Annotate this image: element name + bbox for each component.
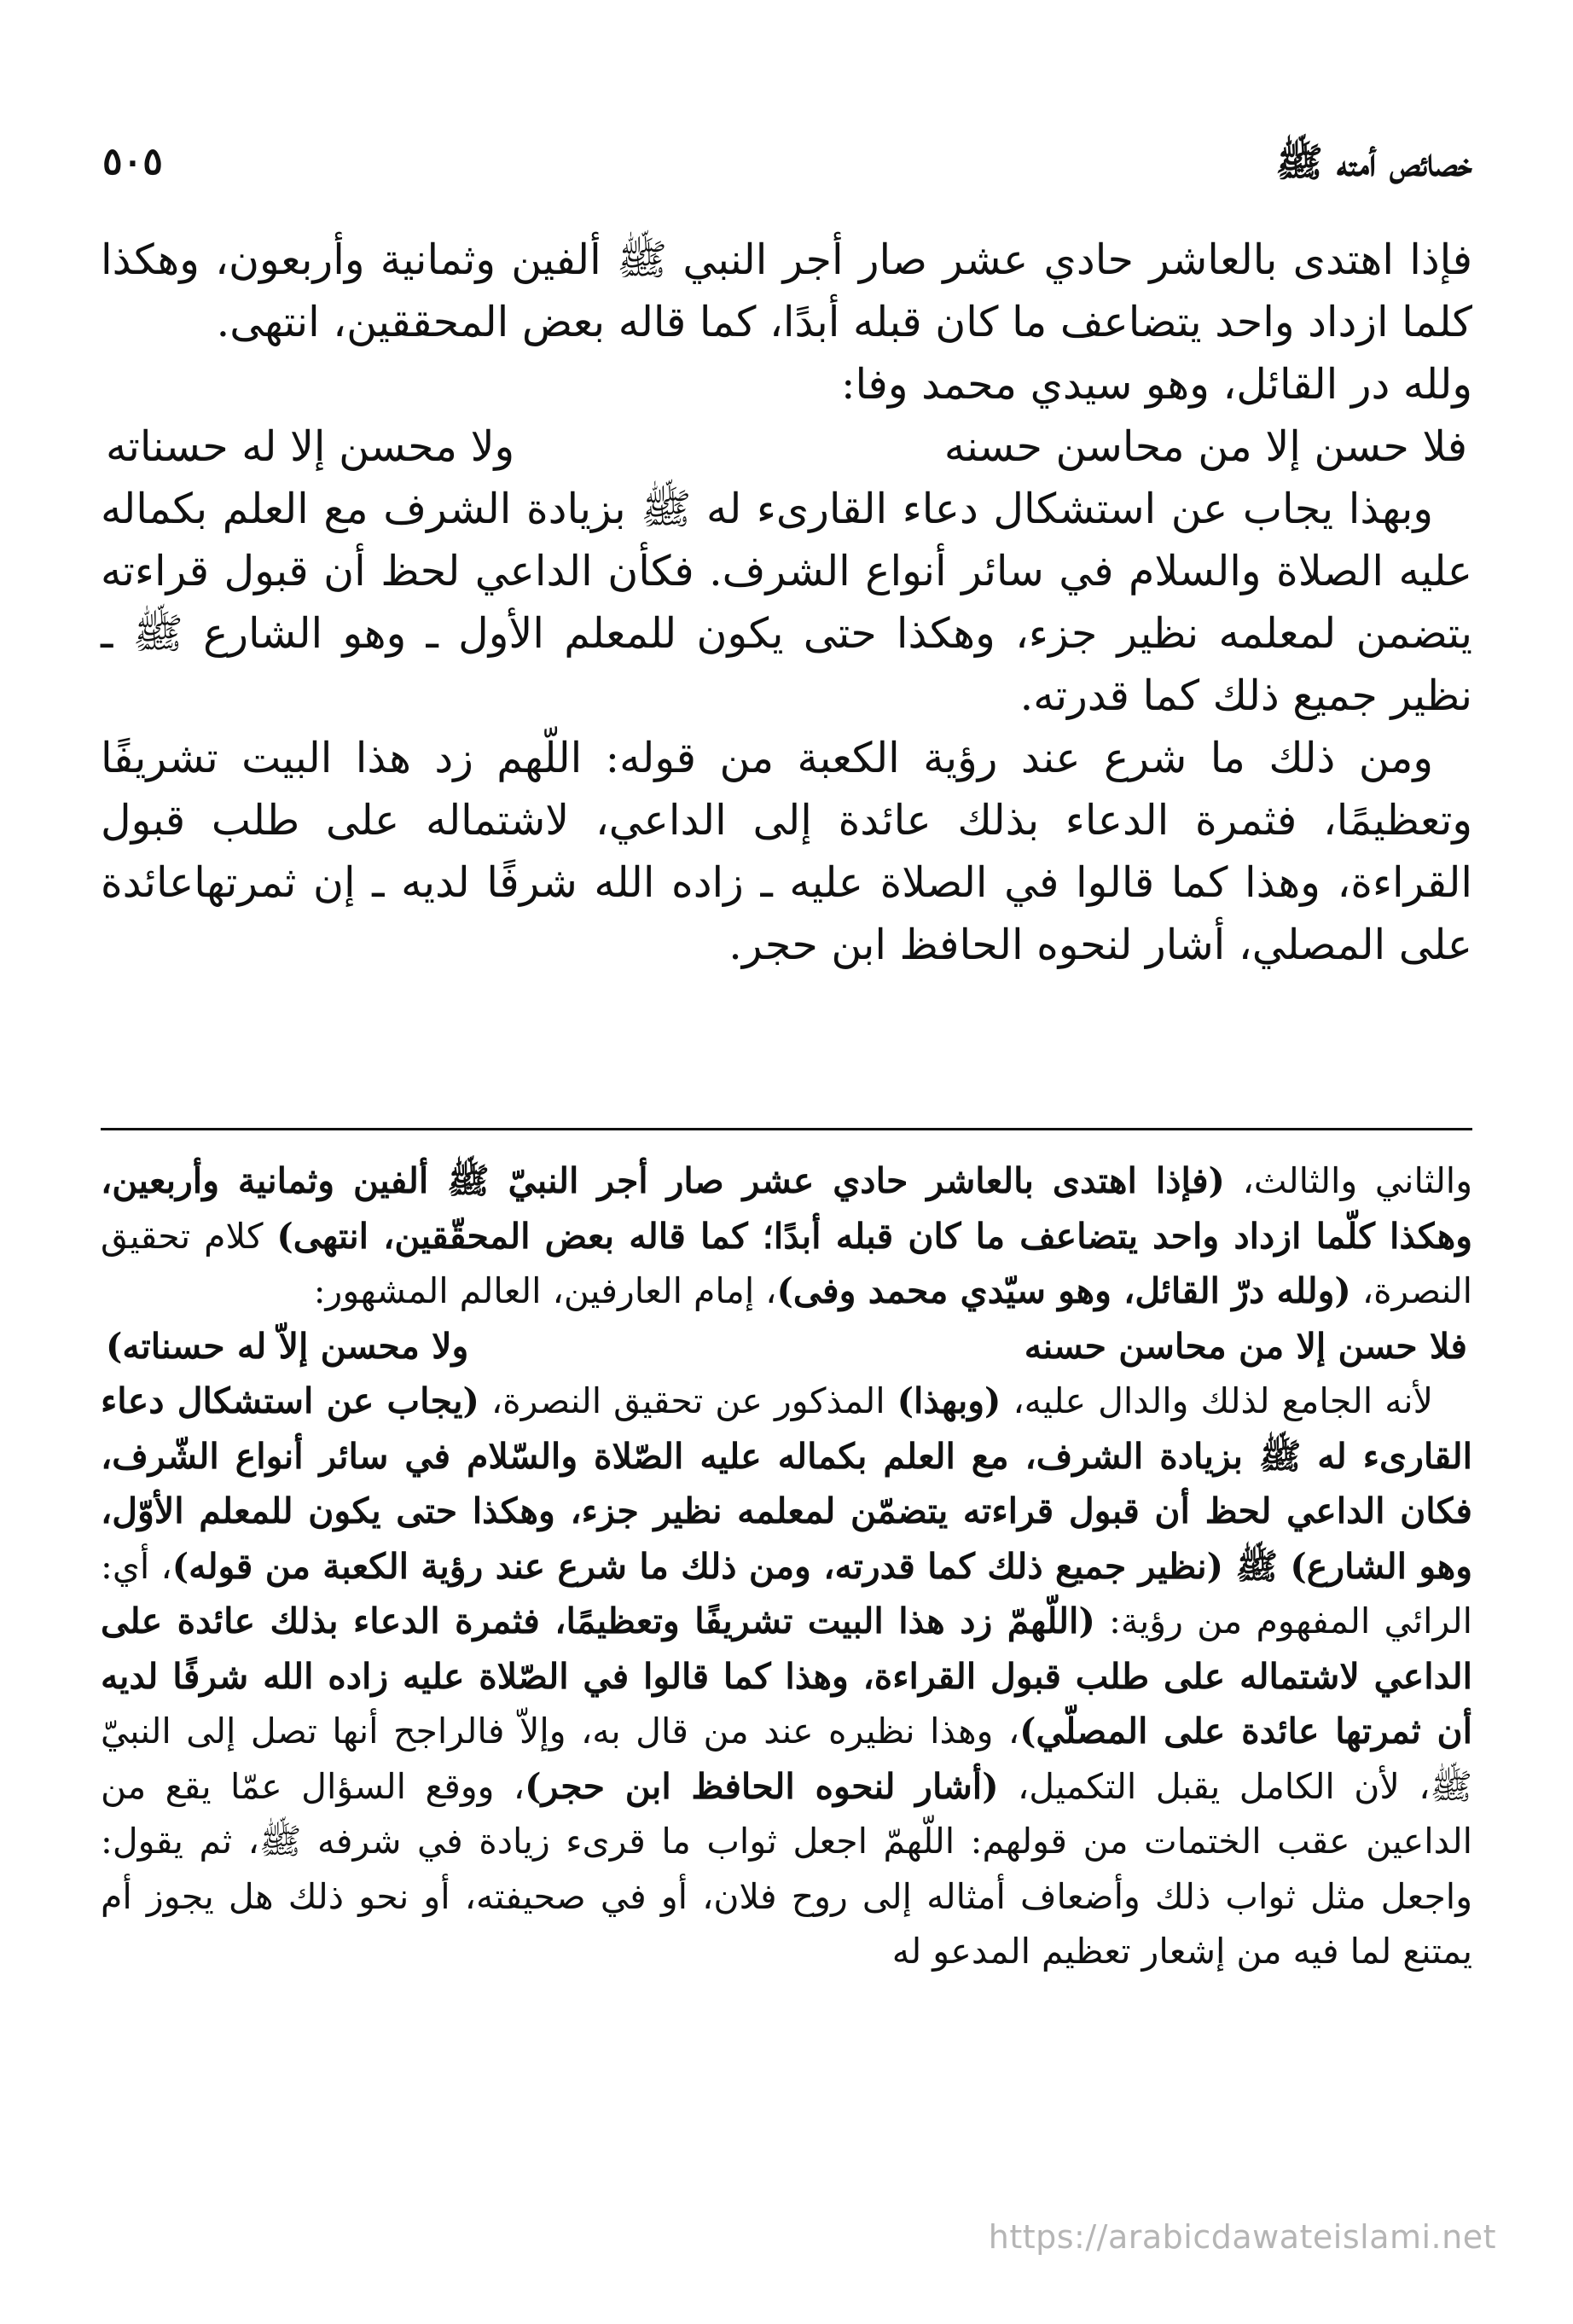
- section-divider: [101, 1128, 1472, 1130]
- verse-second-hemistich: ولا محسن إلا له حسناته: [106, 422, 515, 471]
- verse-second-hemistich: ولا محسن إلاّ له حسناته): [106, 1325, 469, 1367]
- main-paragraph-2: ولله در القائل، وهو سيدي محمد وفا:: [840, 360, 1472, 409]
- commentary-text: [101, 1153, 1472, 1979]
- main-text: [101, 229, 1472, 976]
- commentary-text-run: والثاني والثالث،: [1224, 1160, 1472, 1201]
- poem-verse: [101, 415, 1472, 478]
- page-header: [102, 128, 1472, 196]
- quoted-matn: (وبهذا): [897, 1380, 1001, 1421]
- commentary-text-run: المذكور عن تحقيق النصرة،: [479, 1380, 897, 1421]
- commentary-text-run: كلام تحقيق النصرة،: [101, 1215, 1472, 1311]
- site-watermark: https://arabicdawateislami.net: [988, 2218, 1496, 2256]
- main-paragraph-4: ومن ذلك ما شرع عند رؤية الكعبة من قوله: اللّهم زد هذا البيت تشريفًا وتعظيمًا، فثمرة الدعاء بذلك عائدة إلى الداعي، لاشتماله على طلب قبول القراءة، وهذا كما قالوا في الصلاة عليه ـ زاده الله شرفًا لديه ـ إن ثمرتهاعائدة على المصلي، أشار لنحوه الحافظ ابن حجر.: [101, 734, 1472, 969]
- commentary-text-run: ، ووقع السؤال عمّا يقع من الداعين عقب الختمات من قولهم: اللّهمّ اجعل ثواب ما قرىء زيادة في شرفه ﷺ، ثم يقول: واجعل مثل ثواب ذلك وأضعاف أمثاله إلى روح فلان، أو في صحيفته، أو نحو ذلك هل يجوز أم يمتنع لما فيه من إشعار تعظيم المدعو له: [101, 1765, 1472, 1972]
- commentary-text-run: ، إمام العارفين، العالم المشهور:: [313, 1270, 777, 1311]
- commentary-poem-verse: [101, 1319, 1472, 1374]
- commentary-paragraph-2: [101, 1374, 1472, 1979]
- page-number: ٥٠٥: [102, 140, 163, 183]
- quoted-matn: (أشار لنحوه الحافظ ابن حجر): [525, 1765, 999, 1807]
- quoted-matn: (فإذا اهتدى بالعاشر حادي عشر صار أجر النبيّ ﷺ ألفين وثمانية وأربعين، وهكذا كلّما ازداد واحد يتضاعف ما كان قبله أبدًا؛ كما قاله بعض المحقّقين، انتهى): [101, 1160, 1472, 1257]
- verse-first-hemistich: فلا حسن إلا من محاسن حسنه: [943, 422, 1467, 471]
- running-title: خصائص أمته ﷺ: [1275, 139, 1472, 185]
- main-paragraph-1: فإذا اهتدى بالعاشر حادي عشر صار أجر النبي ﷺ ألفين وثمانية وأربعون، وهكذا كلما ازداد واحد يتضاعف ما كان قبله أبدًا، كما قاله بعض المحققين، انتهى.: [101, 235, 1472, 346]
- commentary-text-run: ، أي: الرائي المفهوم من رؤية:: [101, 1545, 1472, 1641]
- commentary-paragraph-1: [101, 1153, 1472, 1319]
- quoted-matn: (اللّهمّ زد هذا البيت تشريفًا وتعظيمًا، فثمرة الدعاء بذلك عائدة على الداعي لاشتماله على طلب قبول القراءة، وهذا كما قالوا في الصّلاة عليه زاده الله شرفًا لديه أن ثمرتها عائدة على المصلّي): [101, 1601, 1472, 1752]
- quoted-matn: (يجاب عن استشكال دعاء القارىء له ﷺ بزيادة الشرف، مع العلم بكماله عليه الصّلاة والسّلام في سائر أنواع الشّرف، فكان الداعي لحظ أن قبول قراءته يتضمّن لمعلمه نظير جزء، وهكذا حتى يكون للمعلم الأوّل، وهو الشارع) ﷺ (نظير جميع ذلك كما قدرته، ومن ذلك ما شرع عند رؤية الكعبة من قوله): [101, 1380, 1472, 1587]
- verse-first-hemistich: فلا حسن إلا من محاسن حسنه: [1024, 1325, 1467, 1367]
- commentary-text-run: ، وهذا نظيره عند من قال به، وإلاّ فالراجح أنها تصل إلى النبيّ ﷺ، لأن الكامل يقبل التكميل،: [101, 1711, 1472, 1807]
- quoted-matn: (ولله درّ القائل، وهو سيّدي محمد وفى): [776, 1270, 1351, 1311]
- main-paragraph-3: وبهذا يجاب عن استشكال دعاء القارىء له ﷺ بزيادة الشرف مع العلم بكماله عليه الصلاة والسلام في سائر أنواع الشرف. فكأن الداعي لحظ أن قبول قراءته يتضمن لمعلمه نظير جزء، وهكذا حتى يكون للمعلم الأول ـ وهو الشارع ﷺ ـ نظير جميع ذلك كما قدرته.: [101, 485, 1472, 720]
- commentary-text-run: لأنه الجامع لذلك والدال عليه،: [1001, 1380, 1433, 1421]
